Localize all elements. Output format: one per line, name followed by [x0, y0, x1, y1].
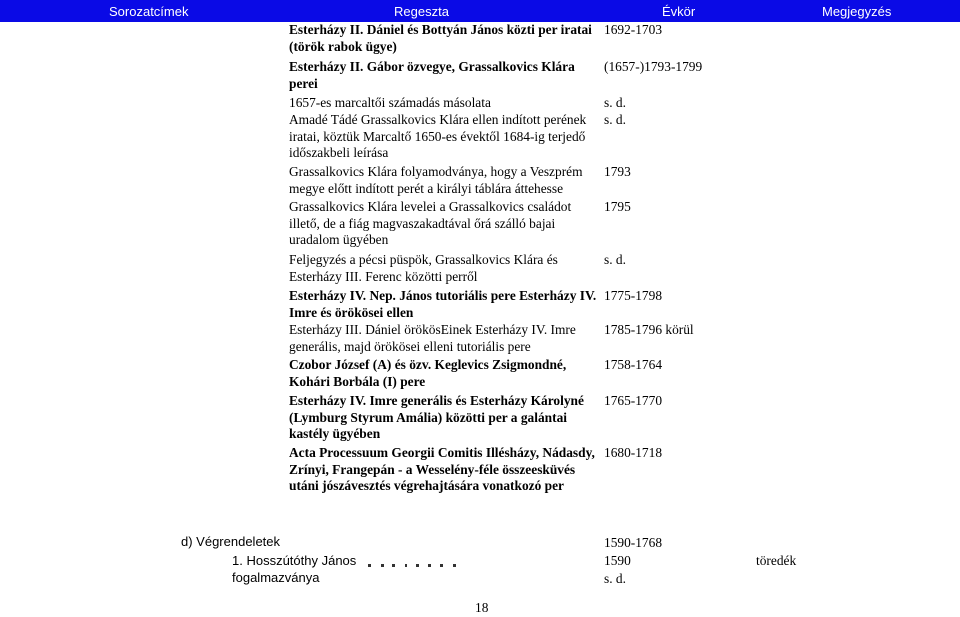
record-year-range: 1793: [604, 164, 631, 179]
record-year-range: 1692-1703: [604, 22, 663, 37]
record-year-range: 1758-1764: [604, 357, 663, 372]
record-title: Esterházy II. Gábor özvegye, Grassalkovics Klára perei: [289, 59, 575, 91]
record-title: Grassalkovics Klára levelei a Grassalkovics családot illető, de a fiág magvaszakadtával őrá szálló bajai uradalom ügyében: [289, 199, 572, 247]
record-year-range: 1680-1718: [604, 445, 663, 460]
section-year-range: 1590-1768: [604, 535, 663, 550]
testament-item-continuation: fogalmazványa: [232, 570, 320, 585]
column-header-series-titles: Sorozatcímek: [109, 4, 189, 19]
record-year-range: s. d.: [604, 95, 626, 110]
record-year-range: s. d.: [604, 112, 626, 127]
record-title: Esterházy II. Dániel és Bottyán János közti per iratai (török rabok ügye): [289, 22, 592, 54]
column-header-year-range: Évkör: [662, 4, 696, 19]
record-title: Grassalkovics Klára folyamodványa, hogy a Veszprém megye előtt indított perét a királyi táblára áttehesse: [289, 164, 583, 196]
record-year-range: (1657-)1793-1799: [604, 59, 703, 74]
section-heading: d) Végrendeletek: [181, 534, 281, 549]
record-title: Amadé Tádé Grassalkovics Klára ellen indított perének iratai, köztük Marcaltő 1650-es évektől 1684-ig terjedő időszakbeli leírása: [289, 112, 587, 160]
clipped-text-fragment: [313, 555, 463, 567]
column-header-notes: Megjegyzés: [822, 4, 892, 19]
record-title: Esterházy IV. Imre generális és Esterházy Károlyné (Lymburg Styrum Amália) közötti per a galántai kastély ügyében: [289, 393, 584, 441]
record-title: 1657-es marcaltői számadás másolata: [289, 95, 491, 110]
record-title: Esterházy III. Dániel örökösEinek Esterházy IV. Imre generális, majd örökösei elleni tutoriális pere: [289, 322, 576, 354]
record-year-range: 1775-1798: [604, 288, 663, 303]
record-title: Acta Processuum Georgii Comitis Illésházy, Nádasdy, Zrínyi, Frangepán - a Wesselény-féle összeesküvés utáni jószávesztés végrehajtására vonatkozó per: [289, 445, 595, 493]
record-year-range: 1765-1770: [604, 393, 663, 408]
record-year-range: 1785-1796 körül: [604, 322, 694, 337]
record-year-range: s. d.: [604, 252, 626, 267]
testament-item-note: töredék: [756, 553, 797, 568]
page-number: 18: [475, 600, 489, 615]
column-header-regesta: Regeszta: [394, 4, 449, 19]
testament-item-label: 1. Hosszútóthy János: [232, 553, 357, 568]
record-title: Esterházy IV. Nep. János tutoriális pere Esterházy IV. Imre és örökösei ellen: [289, 288, 597, 320]
testament-item-date-secondary: s. d.: [604, 571, 626, 586]
testament-item-date: 1590: [604, 553, 631, 568]
record-title: Czobor József (A) és özv. Keglevics Zsigmondné, Kohári Borbála (I) pere: [289, 357, 567, 389]
record-title: Feljegyzés a pécsi püspök, Grassalkovics Klára és Esterházy III. Ferenc közötti perről: [289, 252, 558, 284]
record-year-range: 1795: [604, 199, 631, 214]
